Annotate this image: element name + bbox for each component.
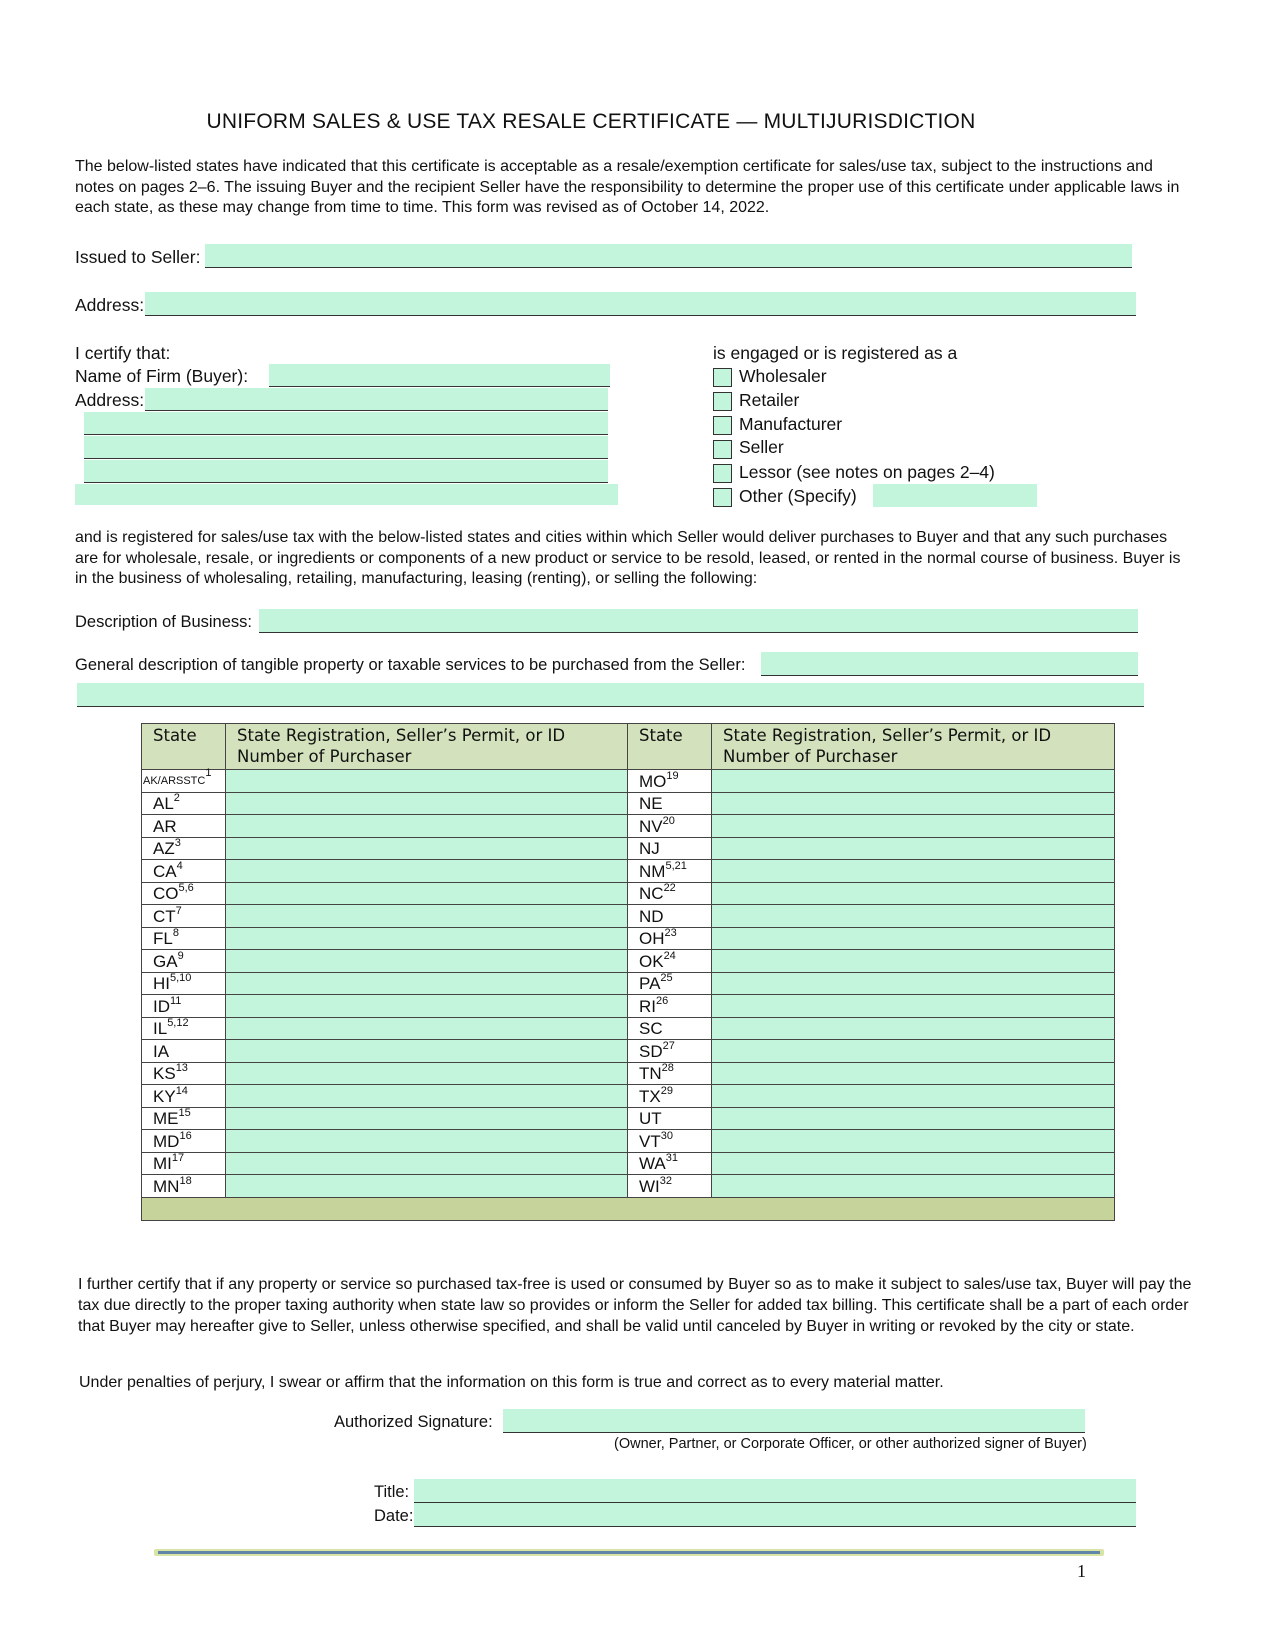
state-registration-field[interactable]: [226, 792, 628, 815]
state-code: [142, 927, 226, 950]
wholesaler-label: Wholesaler: [739, 366, 827, 386]
table-row: [142, 837, 1115, 860]
wholesaler-checkbox[interactable]: [713, 368, 732, 387]
state-code-text: CA: [153, 861, 177, 881]
other-specify-field[interactable]: [873, 484, 1037, 507]
state-code: [142, 1062, 226, 1085]
state-code: [628, 1175, 712, 1198]
table-row: [142, 882, 1115, 905]
state-code: [142, 792, 226, 815]
state-registration-field[interactable]: [226, 860, 628, 883]
seller-address-label: Address:: [75, 295, 145, 315]
date-field[interactable]: [414, 1503, 1136, 1527]
footnote-ref: 25: [660, 972, 673, 984]
footnote-ref: 22: [663, 882, 676, 894]
state-registration-field[interactable]: [226, 1175, 628, 1198]
state-code-text: NC: [639, 884, 664, 903]
state-code: [628, 995, 712, 1018]
certify-label: I certify that:: [75, 343, 171, 363]
state-code-text: SC: [639, 1019, 663, 1038]
footnote-ref: 23: [664, 927, 677, 939]
header-state-left: State: [142, 724, 226, 770]
state-registration-field[interactable]: [712, 882, 1115, 905]
buyer-address-field-4[interactable]: [84, 460, 608, 483]
manufacturer-label: Manufacturer: [739, 414, 843, 434]
state-code-text: SD: [639, 1041, 663, 1061]
state-code-text: AR: [153, 816, 177, 836]
state-registration-field[interactable]: [712, 1040, 1115, 1063]
state-code: [628, 1062, 712, 1085]
state-code: [628, 837, 712, 860]
footnote-ref: 1: [205, 766, 212, 779]
state-registration-field[interactable]: [226, 1017, 628, 1040]
retailer-checkbox[interactable]: [713, 392, 732, 411]
state-code-text: KS: [153, 1064, 176, 1083]
state-registration-field[interactable]: [712, 792, 1115, 815]
state-code: [628, 1152, 712, 1175]
table-row: [142, 972, 1115, 995]
state-code-text: CT: [153, 906, 176, 926]
title-field[interactable]: [414, 1479, 1136, 1503]
property-description-field-2[interactable]: [77, 683, 1144, 707]
footnote-ref: 20: [662, 814, 675, 827]
state-code-text: UT: [639, 1109, 662, 1128]
state-registration-field[interactable]: [226, 837, 628, 860]
header-state-right: State: [628, 724, 712, 770]
state-registration-field[interactable]: [712, 1130, 1115, 1153]
state-registration-field[interactable]: [226, 1107, 628, 1130]
state-registration-field[interactable]: [712, 1085, 1115, 1108]
property-description-label: General description of tangible property or taxable services to be purchased from the Seller:: [75, 656, 746, 674]
state-code-text: KY: [153, 1086, 176, 1106]
footnote-ref: 14: [175, 1084, 188, 1097]
state-code-text: ID: [153, 996, 170, 1016]
state-registration-field[interactable]: [712, 1107, 1115, 1130]
table-row: [142, 1040, 1115, 1063]
business-description-label: Description of Business:: [75, 613, 252, 631]
state-code-text: NE: [639, 794, 663, 813]
signature-caption: (Owner, Partner, or Corporate Officer, or other authorized signer of Buyer): [614, 1436, 1087, 1452]
property-description-field-1[interactable]: [761, 652, 1138, 676]
footnote-ref: 32: [659, 1174, 673, 1187]
buyer-address-field-5[interactable]: [75, 484, 618, 505]
footnote-ref: 5,6: [178, 882, 194, 894]
state-registration-field[interactable]: [712, 1175, 1115, 1198]
title-label: Title:: [374, 1483, 410, 1501]
state-code: [628, 1085, 712, 1108]
state-registration-field[interactable]: [226, 905, 628, 928]
date-label: Date:: [374, 1507, 414, 1525]
state-code: [628, 927, 712, 950]
state-code: [628, 1017, 712, 1040]
state-registration-field[interactable]: [226, 927, 628, 950]
signature-label: Authorized Signature:: [334, 1413, 493, 1431]
state-registration-table: [141, 723, 1115, 1221]
state-code-text: HI: [153, 974, 170, 993]
state-registration-field[interactable]: [226, 1130, 628, 1153]
state-code-text: NM: [639, 861, 666, 881]
footnote-ref: 19: [666, 769, 679, 782]
state-code-text: OH: [639, 929, 665, 948]
footnote-ref: 3: [174, 837, 181, 849]
state-code: [628, 1107, 712, 1130]
table-row: [142, 950, 1115, 973]
table-header-row: [142, 724, 1115, 770]
state-registration-field[interactable]: [712, 837, 1115, 860]
state-registration-field[interactable]: [712, 770, 1115, 793]
footnote-ref: 8: [172, 927, 179, 939]
state-code: [142, 1040, 226, 1063]
state-code-text: PA: [639, 974, 661, 993]
table-row: [142, 1062, 1115, 1085]
state-code-text: VT: [639, 1131, 661, 1151]
table-row: [142, 770, 1115, 793]
footnote-ref: 5,12: [167, 1017, 189, 1029]
footnote-ref: 7: [175, 904, 182, 917]
state-code-text: WA: [639, 1154, 666, 1173]
other-label: Other (Specify): [739, 486, 857, 506]
firm-name-label: Name of Firm (Buyer):: [75, 366, 249, 386]
table-row: [142, 1175, 1115, 1198]
state-registration-field[interactable]: [712, 1017, 1115, 1040]
issued-to-seller-field[interactable]: [205, 244, 1132, 268]
state-code: [142, 950, 226, 973]
state-code: [142, 837, 226, 860]
intro-paragraph: The below-listed states have indicated that this certificate is acceptable as a resale/exemption certificate for sales/use tax, subject to the instructions and notes on pages 2–6. The issuing Buyer and the recipient Seller have the responsibility to determine the proper use of this certificate under applicable laws in each state, as these may change from time to time. This form was revised as of October 14, 2022.: [75, 158, 1180, 216]
table-row: [142, 1107, 1115, 1130]
state-registration-field[interactable]: [712, 1062, 1115, 1085]
registered-as-heading: is engaged or is registered as a: [713, 343, 958, 363]
state-registration-field[interactable]: [712, 860, 1115, 883]
table-row: [142, 815, 1115, 838]
page-number: 1: [1077, 1561, 1086, 1581]
state-code-text: MO: [639, 771, 667, 791]
registered-paragraph: and is registered for sales/use tax with the below-listed states and cities within which Seller would deliver purchases to Buyer and that any such purchases are for wholesale, resale, or ingredients or components of a new product or service to be resold, leased, or rented in the normal course of business. Buyer is in the business of wholesaling, retailing, manufacturing, leasing (renting), or selling the following:: [75, 529, 1181, 587]
state-code-text: CO: [153, 884, 179, 903]
seller-checkbox[interactable]: [713, 440, 732, 459]
table-row: [142, 905, 1115, 928]
retailer-label: Retailer: [739, 390, 800, 410]
issued-to-seller-label: Issued to Seller:: [75, 247, 201, 267]
state-code: [628, 1040, 712, 1063]
footnote-ref: 30: [660, 1129, 673, 1142]
state-code-text: ND: [639, 906, 664, 926]
state-code: [142, 995, 226, 1018]
footnote-ref: 17: [171, 1152, 185, 1164]
state-registration-field[interactable]: [712, 995, 1115, 1018]
footnote-ref: 11: [170, 994, 182, 1007]
footnote-ref: 29: [660, 1084, 673, 1097]
state-code-text: TN: [639, 1064, 662, 1083]
state-code: [142, 1175, 226, 1198]
state-registration-field[interactable]: [226, 1085, 628, 1108]
state-registration-field[interactable]: [226, 1062, 628, 1085]
state-registration-field[interactable]: [226, 770, 628, 793]
perjury-statement: Under penalties of perjury, I swear or affirm that the information on this form is true and correct as to every material matter.: [79, 1374, 944, 1391]
state-code-text: IA: [153, 1041, 170, 1061]
table-row: [142, 1130, 1115, 1153]
state-code-text: GA: [153, 951, 178, 971]
state-code: [142, 905, 226, 928]
state-code-text: MN: [153, 1176, 180, 1196]
firm-name-field[interactable]: [269, 364, 610, 387]
state-code: [628, 1130, 712, 1153]
table-footer-row: [142, 1197, 1115, 1220]
state-code: [628, 860, 712, 883]
footnote-ref: 27: [662, 1039, 675, 1052]
footnote-ref: 4: [176, 859, 183, 872]
header-registration-left: State Registration, Seller’s Permit, or ID Number of Purchaser: [226, 724, 628, 770]
state-registration-field[interactable]: [226, 815, 628, 838]
seller-address-field[interactable]: [145, 292, 1136, 316]
buyer-address-field-2[interactable]: [84, 412, 608, 435]
state-registration-field[interactable]: [226, 972, 628, 995]
state-code: [628, 792, 712, 815]
buyer-address-field-3[interactable]: [84, 436, 608, 459]
table-row: [142, 792, 1115, 815]
footnote-ref: 16: [179, 1129, 192, 1142]
buyer-address-field-1[interactable]: [145, 388, 608, 411]
state-registration-field[interactable]: [712, 815, 1115, 838]
state-registration-field[interactable]: [226, 1040, 628, 1063]
state-registration-field[interactable]: [712, 972, 1115, 995]
state-code: [142, 1130, 226, 1153]
table-row: [142, 927, 1115, 950]
footnote-ref: 26: [656, 994, 669, 1007]
state-code: [628, 905, 712, 928]
state-registration-field[interactable]: [712, 950, 1115, 973]
state-registration-field[interactable]: [226, 1152, 628, 1175]
footnote-ref: 2: [173, 792, 180, 804]
footnote-ref: 31: [665, 1152, 679, 1164]
state-code-text: ME: [153, 1109, 179, 1128]
buyer-address-label: Address:: [75, 390, 145, 410]
table-row: [142, 1152, 1115, 1175]
state-code-text: RI: [639, 996, 656, 1016]
state-code-text: AK/ARSSTC: [143, 774, 206, 787]
table-row: [142, 995, 1115, 1018]
state-registration-field[interactable]: [712, 927, 1115, 950]
page-title: UNIFORM SALES & USE TAX RESALE CERTIFICATE — MULTIJURISDICTION: [206, 110, 976, 133]
state-code-text: FL: [153, 929, 173, 948]
seller-option-label: Seller: [739, 437, 784, 457]
footnote-ref: 13: [175, 1062, 188, 1074]
state-code: [628, 950, 712, 973]
further-certify-paragraph: I further certify that if any property or service so purchased tax-free is used or consumed by Buyer so as to make it subject to sales/use tax, Buyer will pay the tax due directly to the proper taxing authority when state law so provides or inform the Seller for added tax billing. This certificate shall be a part of each order that Buyer may hereafter give to Seller, unless otherwise specified, and shall be valid until canceled by Buyer in writing or revoked by the city or state.: [78, 1276, 1192, 1335]
state-registration-field[interactable]: [712, 1152, 1115, 1175]
manufacturer-checkbox[interactable]: [713, 416, 732, 435]
signature-field[interactable]: [503, 1409, 1085, 1433]
state-code-text: WI: [639, 1176, 660, 1196]
state-code: [142, 972, 226, 995]
header-registration-right: State Registration, Seller’s Permit, or ID Number of Purchaser: [712, 724, 1115, 770]
lessor-checkbox[interactable]: [713, 464, 732, 483]
business-description-field[interactable]: [259, 609, 1138, 633]
state-code-text: NJ: [639, 839, 660, 858]
state-code: [142, 1107, 226, 1130]
state-code: [142, 1152, 226, 1175]
state-code: [628, 882, 712, 905]
state-registration-field[interactable]: [226, 882, 628, 905]
footnote-ref: 24: [663, 949, 676, 962]
footnote-ref: 5,10: [170, 972, 192, 984]
footnote-ref: 28: [661, 1062, 674, 1074]
state-registration-field[interactable]: [226, 950, 628, 973]
table-row: [142, 860, 1115, 883]
state-code: [628, 770, 712, 793]
state-code-text: IL: [153, 1019, 168, 1038]
table-row: [142, 1017, 1115, 1040]
state-code-text: MD: [153, 1131, 180, 1151]
state-code: [628, 972, 712, 995]
state-code: [628, 815, 712, 838]
state-code-text: NV: [639, 816, 663, 836]
footnote-ref: 9: [177, 949, 184, 962]
state-code-text: MI: [153, 1154, 172, 1173]
table-footer: [142, 1197, 1115, 1220]
state-code: [142, 815, 226, 838]
state-code-text: AZ: [153, 839, 175, 858]
footnote-ref: 15: [178, 1107, 191, 1119]
state-code: [142, 860, 226, 883]
state-code-text: TX: [639, 1086, 661, 1106]
state-code: [142, 766, 226, 793]
footnote-ref: 18: [179, 1174, 192, 1187]
footer-rule: [154, 1549, 1104, 1556]
state-code: [142, 1085, 226, 1108]
state-code-text: AL: [153, 794, 174, 813]
footnote-ref: 5,21: [665, 859, 687, 872]
state-registration-field[interactable]: [712, 905, 1115, 928]
state-code: [142, 882, 226, 905]
state-registration-field[interactable]: [226, 995, 628, 1018]
state-code-text: OK: [639, 951, 664, 971]
state-code: [142, 1017, 226, 1040]
lessor-label: Lessor (see notes on pages 2–4): [739, 462, 995, 482]
other-checkbox[interactable]: [713, 488, 732, 507]
table-row: [142, 1085, 1115, 1108]
